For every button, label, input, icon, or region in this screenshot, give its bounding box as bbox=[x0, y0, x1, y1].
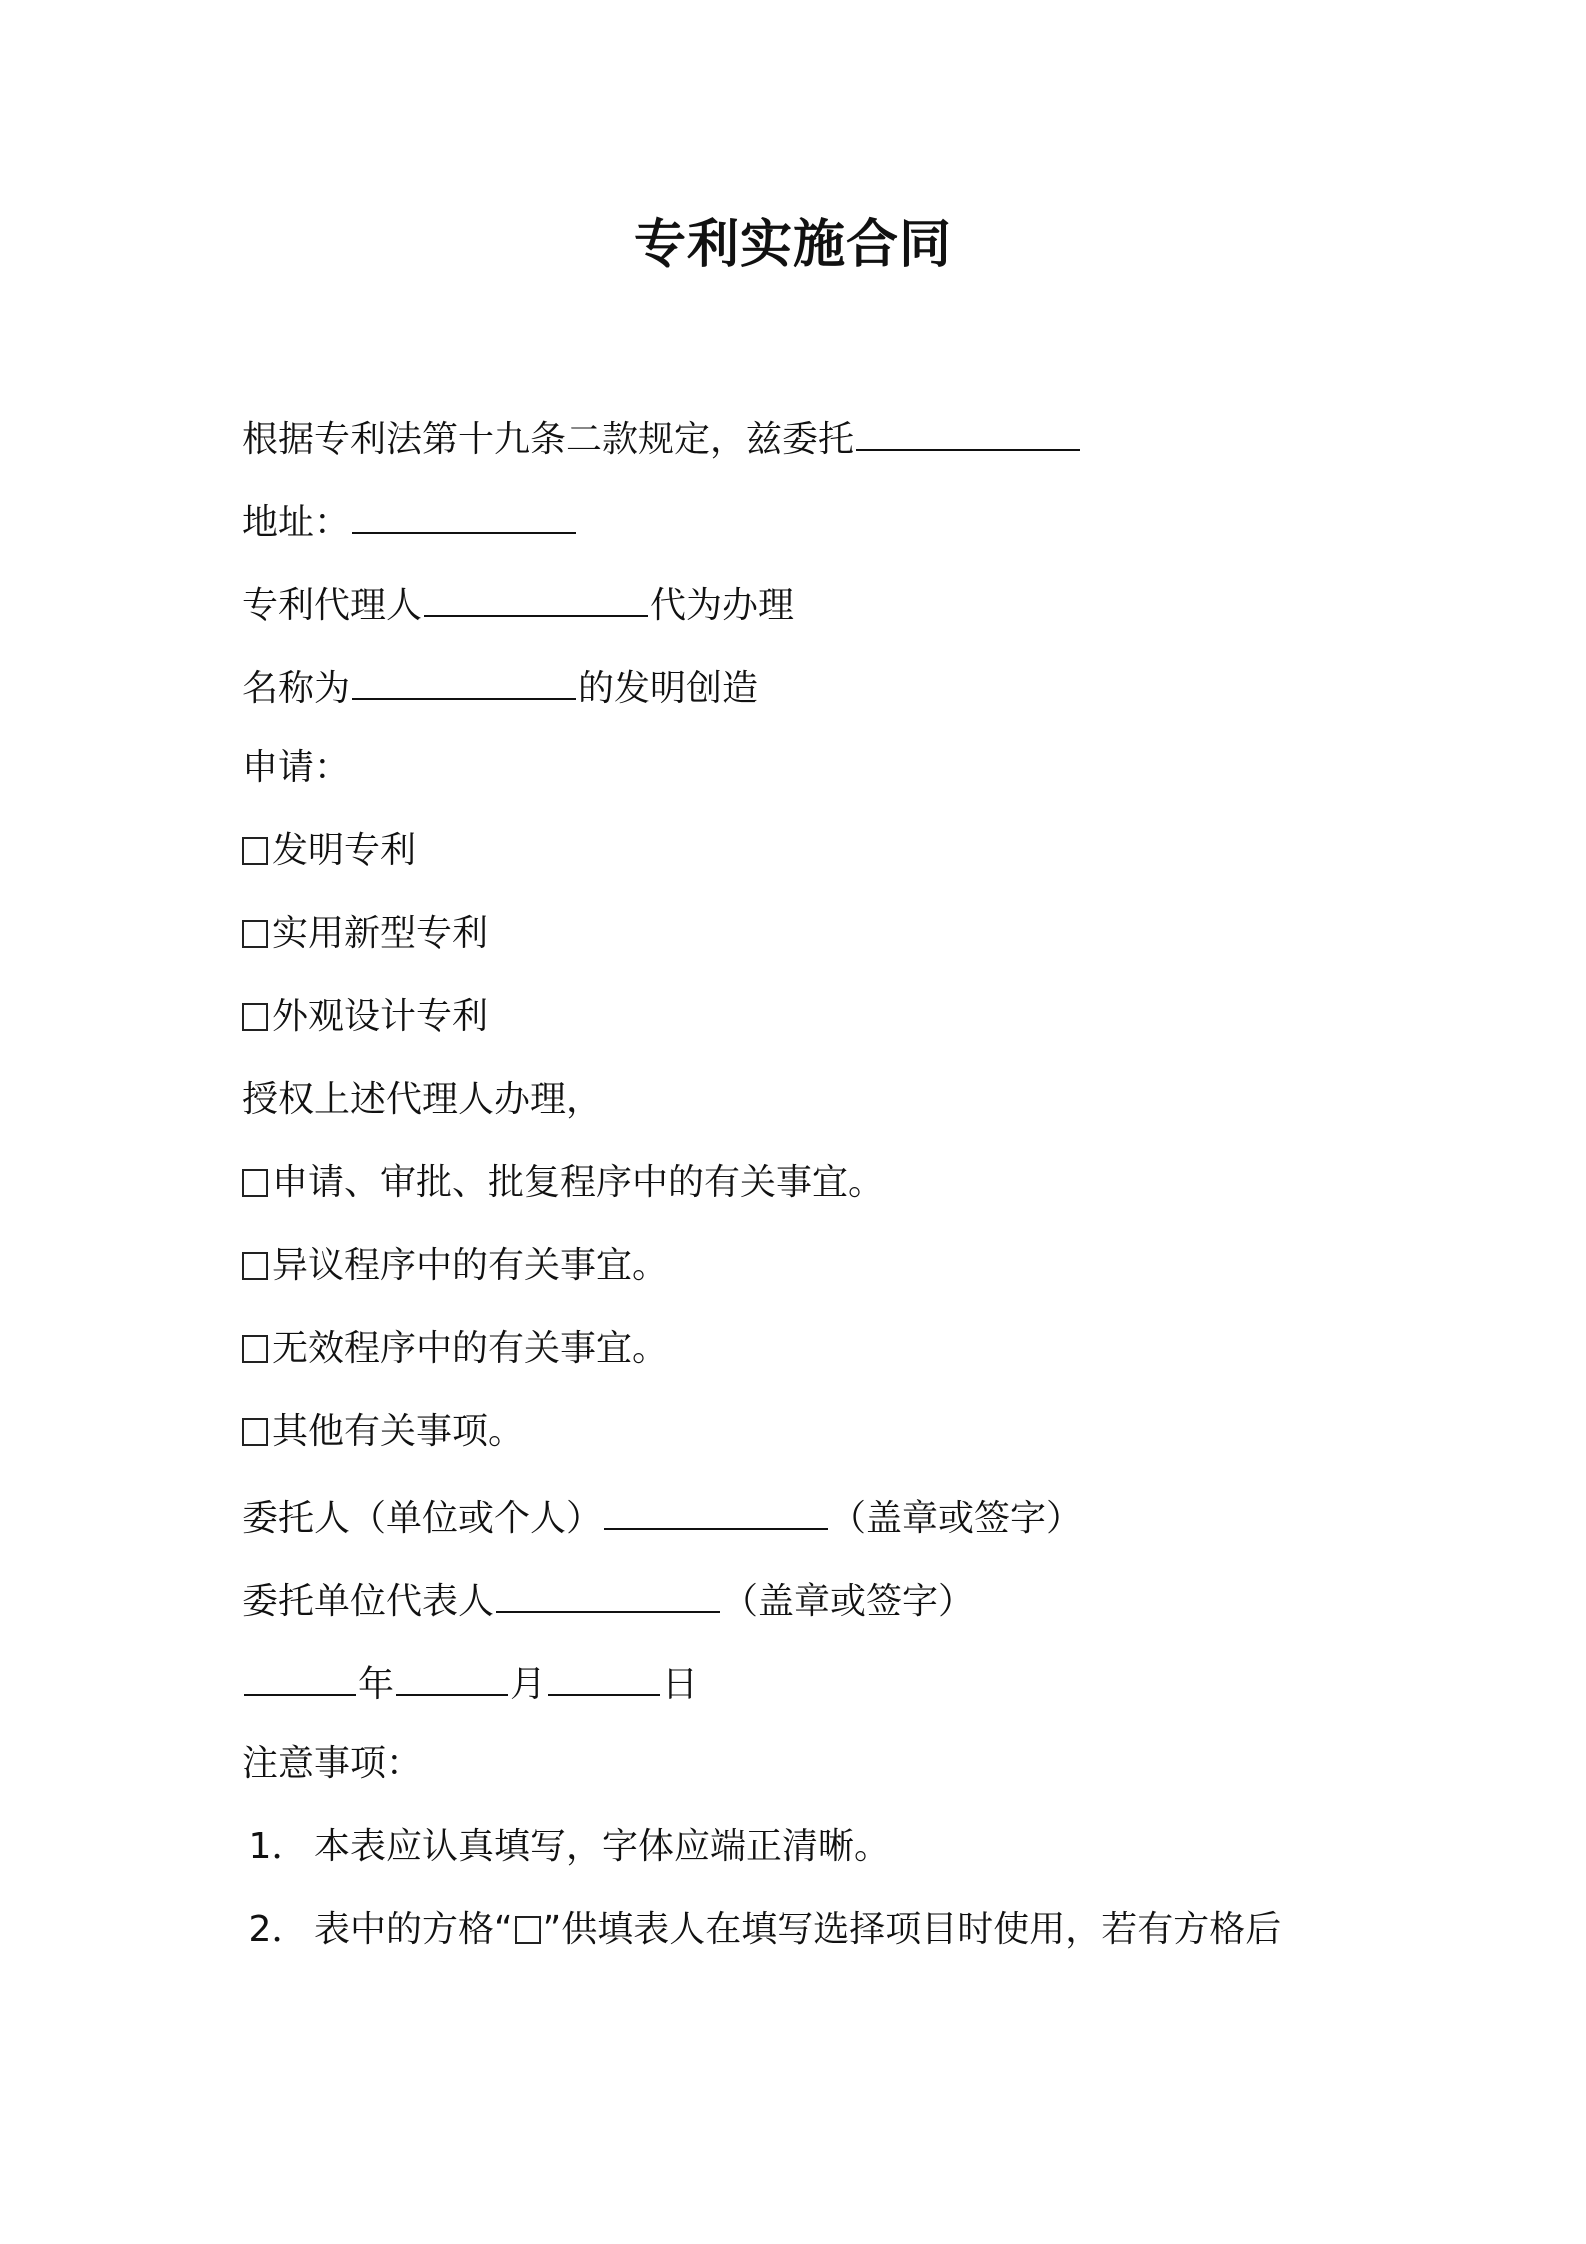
option-invention-patent bbox=[242, 826, 416, 876]
entrust-line bbox=[242, 411, 1082, 465]
document-title: 专利实施合同 bbox=[633, 215, 952, 275]
matter-label: 申请、审批、批复程序中的有关事宜。 bbox=[272, 1162, 885, 1203]
matter-approval bbox=[242, 1158, 884, 1208]
matter-invalidation bbox=[242, 1324, 668, 1374]
matter-label: 异议程序中的有关事宜。 bbox=[272, 1245, 669, 1286]
agent-line bbox=[242, 577, 794, 631]
note-item-1 bbox=[242, 1822, 890, 1872]
date-line bbox=[242, 1656, 698, 1710]
invention-name-blank[interactable] bbox=[352, 660, 576, 700]
day-blank[interactable] bbox=[548, 1656, 660, 1696]
matter-label: 其他有关事项。 bbox=[272, 1411, 525, 1452]
option-design-patent bbox=[242, 992, 488, 1042]
principal-line bbox=[242, 1490, 1082, 1544]
option-label: 发明专利 bbox=[272, 830, 417, 871]
note-item-2 bbox=[242, 1905, 1281, 1955]
note-number: 1． bbox=[248, 1826, 308, 1867]
checkbox-icon[interactable] bbox=[242, 920, 268, 948]
address-line bbox=[242, 494, 578, 548]
principal-blank[interactable] bbox=[604, 1490, 828, 1530]
day-label: 日 bbox=[662, 1664, 699, 1705]
agent-blank[interactable] bbox=[424, 577, 648, 617]
month-blank[interactable] bbox=[396, 1656, 508, 1696]
representative-blank[interactable] bbox=[496, 1573, 720, 1613]
agent-label: 专利代理人 bbox=[242, 585, 423, 626]
option-label: 外观设计专利 bbox=[272, 996, 489, 1037]
principal-sign-note: （盖章或签字） bbox=[830, 1498, 1083, 1539]
checkbox-icon[interactable] bbox=[242, 1169, 268, 1197]
checkbox-icon[interactable] bbox=[242, 837, 268, 865]
checkbox-icon bbox=[515, 1916, 541, 1944]
year-blank[interactable] bbox=[244, 1656, 356, 1696]
note-text-after: ”供填表人在填写选择项目时使用，若有方格后 bbox=[542, 1909, 1282, 1950]
entrust-text: 根据专利法第十九条二款规定，兹委托 bbox=[242, 419, 855, 460]
notes-label: 注意事项： bbox=[242, 1743, 423, 1784]
representative-line bbox=[242, 1573, 974, 1627]
representative-label: 委托单位代表人 bbox=[242, 1581, 495, 1622]
invention-line bbox=[242, 660, 758, 714]
authorize-label: 授权上述代理人办理， bbox=[242, 1079, 603, 1120]
year-label: 年 bbox=[358, 1664, 395, 1705]
option-utility-model bbox=[242, 909, 488, 959]
representative-sign-note: （盖章或签字） bbox=[722, 1581, 975, 1622]
matter-objection bbox=[242, 1241, 668, 1291]
matter-other bbox=[242, 1407, 524, 1457]
note-number: 2． bbox=[248, 1909, 308, 1950]
checkbox-icon[interactable] bbox=[242, 1418, 268, 1446]
month-label: 月 bbox=[510, 1664, 547, 1705]
apply-label: 申请： bbox=[242, 747, 351, 788]
checkbox-icon[interactable] bbox=[242, 1003, 268, 1031]
matter-label: 无效程序中的有关事宜。 bbox=[272, 1328, 669, 1369]
address-blank[interactable] bbox=[352, 494, 576, 534]
option-label: 实用新型专利 bbox=[272, 913, 489, 954]
invention-suffix: 的发明创造 bbox=[578, 668, 759, 709]
note-text: 本表应认真填写，字体应端正清晰。 bbox=[314, 1826, 891, 1867]
note-text-before: 表中的方格“ bbox=[314, 1909, 513, 1950]
entrusted-party-blank[interactable] bbox=[856, 411, 1080, 451]
checkbox-icon[interactable] bbox=[242, 1335, 268, 1363]
invention-label: 名称为 bbox=[242, 668, 351, 709]
checkbox-icon[interactable] bbox=[242, 1252, 268, 1280]
principal-label: 委托人（单位或个人） bbox=[242, 1498, 603, 1539]
address-label: 地址： bbox=[242, 502, 351, 543]
agent-suffix: 代为办理 bbox=[650, 585, 795, 626]
